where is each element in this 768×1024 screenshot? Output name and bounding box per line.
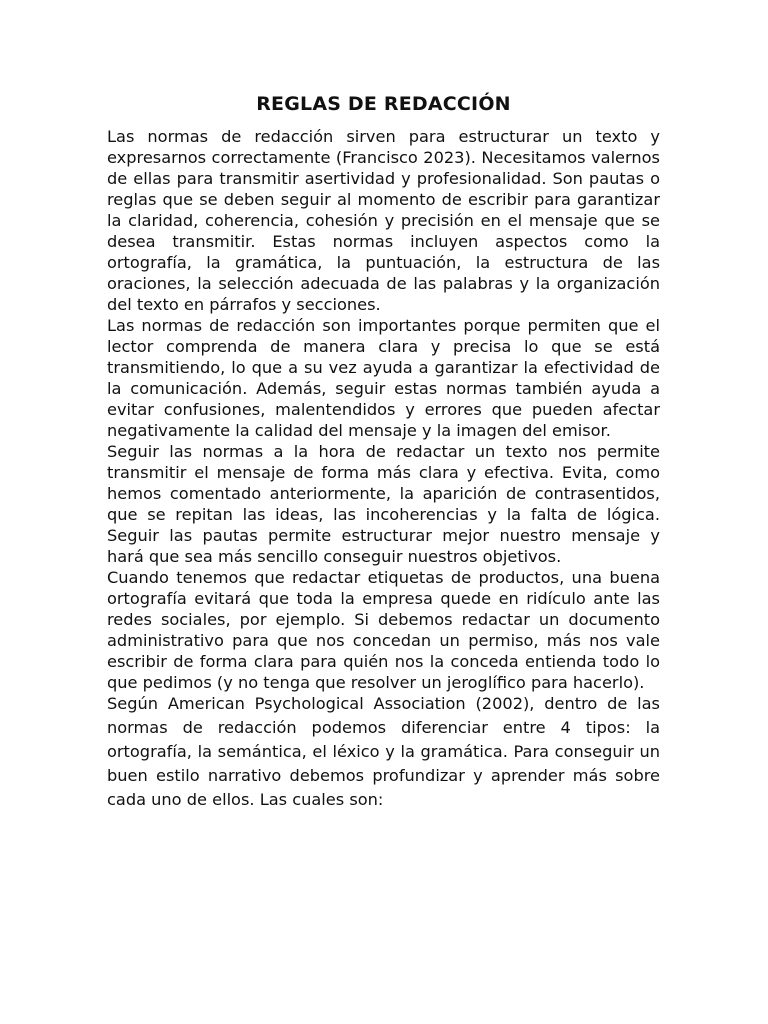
paragraph-5: Según American Psychological Association (2002), dentro de las normas de redacción podemos diferenciar entre 4 tipos: la ortografía, la semántica, el léxico y la gramática. Para conseguir un buen estilo narrativo debemos profundizar y aprender más sobre cada uno de ellos. Las cuales son: xyxy=(107,694,660,809)
paragraph-2: Las normas de redacción son importantes porque permiten que el lector comprenda de manera clara y precisa lo que se está transmitiendo, lo que a su vez ayuda a garantizar la efectividad de la comunicación. Además, seguir estas normas también ayuda a evitar confusiones, malentendidos y errores que pueden afectar negativamente la calidad del mensaje y la imagen del emisor. xyxy=(107,316,660,440)
document-title: REGLAS DE REDACCIÓN xyxy=(256,93,511,115)
paragraph-3: Seguir las normas a la hora de redactar un texto nos permite transmitir el mensaje de forma más clara y efectiva. Evita, como hemos comentado anteriormente, la aparición de contrasentidos, que se repitan las ideas, las incoherencias y la falta de lógica. Seguir las pautas permite estructurar mejor nuestro mensaje y hará que sea más sencillo conseguir nuestros objetivos. xyxy=(107,442,660,566)
document-page xyxy=(107,93,660,812)
paragraph-4: Cuando tenemos que redactar etiquetas de productos, una buena ortografía evitará que toda la empresa quede en ridículo ante las redes sociales, por ejemplo. Si debemos redactar un documento administrativo para que nos concedan un permiso, más nos vale escribir de forma clara para quién nos la conceda entienda todo lo que pedimos (y no tenga que resolver un jeroglífico para hacerlo). xyxy=(107,568,660,692)
paragraph-1: Las normas de redacción sirven para estructurar un texto y expresarnos correctamente (Francisco 2023). Necesitamos valernos de ellas para transmitir asertividad y profesionalidad. Son pautas o reglas que se deben seguir al momento de escribir para garantizar la claridad, coherencia, cohesión y precisión en el mensaje que se desea transmitir. Estas normas incluyen aspectos como la ortografía, la gramática, la puntuación, la estructura de las oraciones, la selección adecuada de las palabras y la organización del texto en párrafos y secciones. xyxy=(107,127,660,314)
